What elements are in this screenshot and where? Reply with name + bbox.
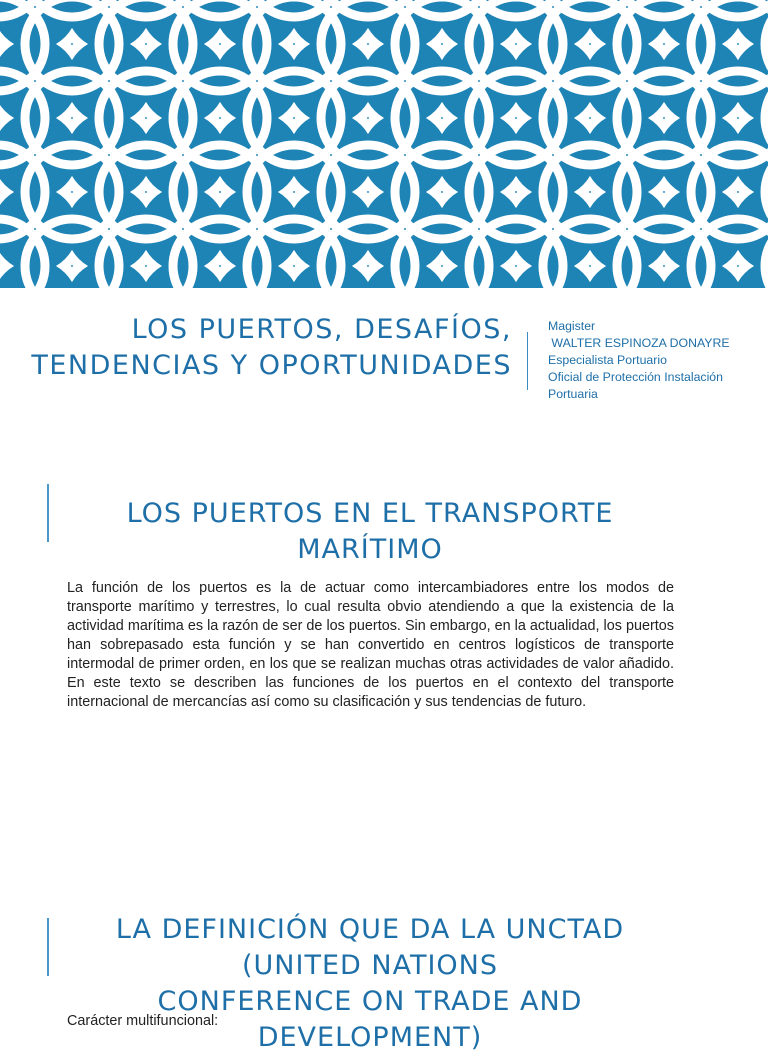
title-line-2: TENDENCIAS Y OPORTUNIDADES [31,350,512,381]
section1-accent-bar [47,484,49,542]
section2-body: Carácter multifuncional: [67,1013,219,1029]
section2-accent-bar [47,918,49,976]
section2-heading-line-2: CONFERENCE ON TRADE AND DEVELOPMENT) [157,986,583,1053]
decorative-pattern-banner [0,0,768,288]
circle-lattice-pattern [0,0,768,288]
title-divider [527,332,528,390]
author-role-3: Portuaria [548,387,598,401]
author-degree: Magister [548,319,596,333]
section1-body: La función de los puertos es la de actuar como intercambiadores entre los modos de transporte marítimo y terrestres, lo cual resulta obvio atendiendo a que la existencia de la actividad marítima es la razón de ser de los puertos. Sin embargo, en la actualidad, los puertos han sobrepasado esta función y se han convertido en centros logísticos de transporte intermodal de primer orden, en los que se realizan muchas otras actividades de valor añadido. En este texto se describen las funciones de los puertos en el contexto del transporte internacional de mercancías así como su clasificación y sus tendencias de futuro. [67,580,674,710]
section2-heading [60,912,680,1056]
author-role-2: Oficial de Protección Instalación [548,370,723,384]
author-name: WALTER ESPINOZA DONAYRE [548,336,730,350]
author-info [548,318,763,403]
presentation-title [0,312,512,384]
author-role-1: Especialista Portuario [548,353,667,367]
title-line-1: LOS PUERTOS, DESAFÍOS, [131,314,512,345]
section2-heading-line-1: LA DEFINICIÓN QUE DA LA UNCTAD (UNITED NATIONS [115,914,625,981]
section1-heading: LOS PUERTOS EN EL TRANSPORTE MARÍTIMO [126,498,614,565]
